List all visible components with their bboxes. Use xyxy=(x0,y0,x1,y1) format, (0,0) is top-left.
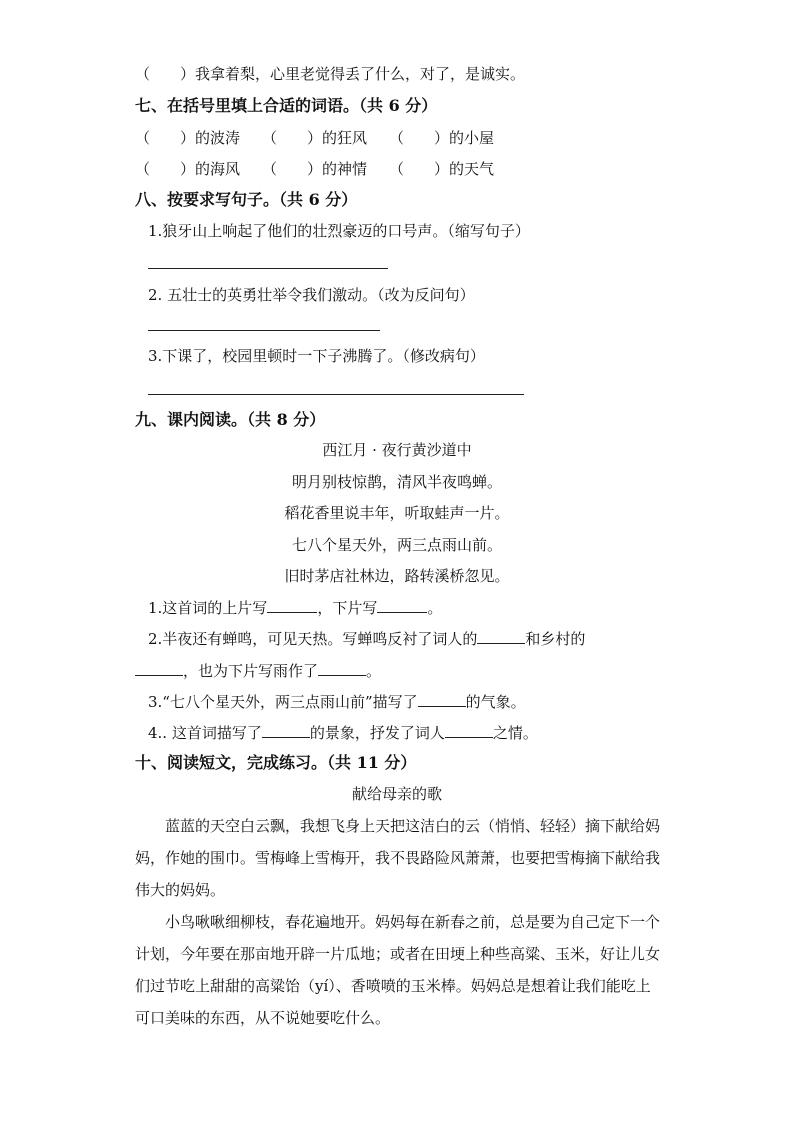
poem-line-4: 旧时茅店社林边，路转溪桥忽见。 xyxy=(284,567,510,585)
q8-answer-line-3[interactable] xyxy=(148,394,524,395)
poem-line-3: 七八个星天外，两三点雨山前。 xyxy=(291,536,502,554)
q7-blank-6[interactable]: （ ）的天气 xyxy=(389,160,495,178)
q9-q2-blank-2[interactable] xyxy=(135,660,183,676)
q9-question-2-cont: ，也为下片写雨作了 。 xyxy=(135,660,381,681)
article-title: 献给母亲的歌 xyxy=(351,785,442,803)
q9-title: 九、课内阅读。（共 8 分） xyxy=(135,410,326,429)
q7-title: 七、在括号里填上合适的词语。（共 6 分） xyxy=(135,96,438,115)
article-paragraph-1: 蓝蓝的天空白云飘，我想飞身上天把这洁白的云（悄悄、轻轻）摘下献给妈妈，作她的围巾。雪梅峰上雪梅开，我不畏路险风萧萧，也要把雪梅摘下献给我伟大的妈妈。 xyxy=(135,817,661,899)
q7-blank-3[interactable]: （ ）的小屋 xyxy=(389,129,495,147)
q9-q2-blank-3[interactable] xyxy=(318,660,366,676)
q9-q4-blank-2[interactable] xyxy=(445,722,493,738)
q9-question-2: 2.半夜还有蝉鸣，可见天热。写蝉鸣反衬了词人的 和乡村的 xyxy=(148,630,586,648)
q7-blank-5[interactable]: （ ）的神情 xyxy=(262,160,368,178)
q9-question-3: 3.“七八个星天外，两三点雨山前”描写了 的气象。 xyxy=(148,693,526,711)
q8-item-2: 2. 五壮士的英勇壮举令我们激动。（改为反问句） xyxy=(148,286,475,304)
q9-question-4: 4.. 这首词描写了 的景象，抒发了词人 之情。 xyxy=(148,724,538,742)
q9-q1-blank-2[interactable] xyxy=(377,597,427,613)
q7-blank-4[interactable]: （ ）的海风 xyxy=(135,160,241,178)
q8-item-1: 1.狼牙山上响起了他们的壮烈豪迈的口号声。（缩写句子） xyxy=(148,222,530,240)
q8-item-3: 3.下课了，校园里顿时一下子沸腾了。（修改病句） xyxy=(148,347,485,365)
poem-line-1: 明月别枝惊鹊，清风半夜鸣蝉。 xyxy=(291,473,502,491)
q9-q3-blank[interactable] xyxy=(418,691,466,707)
q8-answer-line-2[interactable] xyxy=(148,330,380,331)
q10-title: 十、阅读短文，完成练习。（共 11 分） xyxy=(135,753,417,772)
poem-title: 西江月 · 夜行黄沙道中 xyxy=(322,441,472,459)
article-paragraph-2: 小鸟啾啾细柳枝，春花遍地开。妈妈每在新春之前，总是要为自己定下一个计划，今年要在那亩地开辟一片瓜地；或者在田埂上种些高粱、玉米，好让儿女们过节吃上甜甜的高粱饴（yí）、香喷喷的玉米棒。妈妈总是想着让我们能吃上可口美味的东西，从不说她要吃什么。 xyxy=(135,913,661,1027)
q9-question-1: 1.这首词的上片写 ，下片写 。 xyxy=(148,599,443,617)
q9-q2-blank-1[interactable] xyxy=(477,628,525,644)
poem-line-2: 稻花香里说丰年，听取蛙声一片。 xyxy=(284,504,510,522)
q6-last-item: （ ）我拿着梨，心里老觉得丢了什么，对了，是诚实。 xyxy=(135,65,526,83)
q8-answer-line-1[interactable] xyxy=(148,268,388,269)
q9-q4-blank-1[interactable] xyxy=(262,722,310,738)
q7-blank-1[interactable]: （ ）的波涛 xyxy=(135,129,241,147)
q7-blank-2[interactable]: （ ）的狂风 xyxy=(262,129,368,147)
q8-title: 八、按要求写句子。（共 6 分） xyxy=(135,190,358,209)
q9-q1-blank-1[interactable] xyxy=(267,597,317,613)
